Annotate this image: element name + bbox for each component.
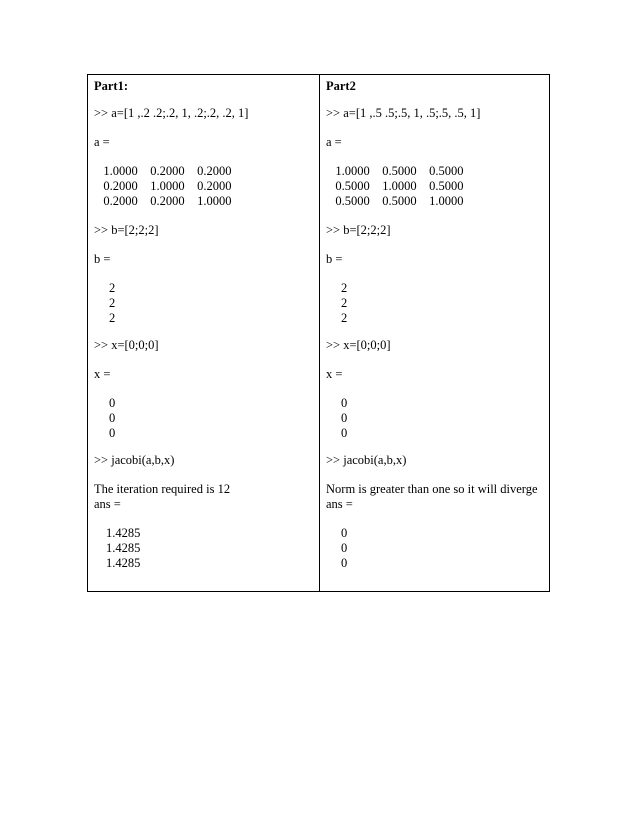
part1-result-message: The iteration required is 12 (94, 482, 231, 496)
part2-command-b: >> b=[2;2;2] (326, 223, 391, 237)
part1-heading: Part1: (94, 79, 129, 93)
part2-command-a: >> a=[1 ,.5 .5;.5, 1, .5;.5, .5, 1] (326, 106, 481, 120)
part2-vector-x-value: 0 (341, 396, 348, 410)
part2-matrix-a-row: 0.5000 0.5000 1.0000 (326, 194, 464, 208)
part1-vector-ans-value: 1.4285 (106, 541, 141, 555)
part2-heading: Part2 (326, 79, 356, 93)
part2-label-x: x = (326, 367, 343, 381)
part1-command-a: >> a=[1 ,.2 .2;.2, 1, .2;.2, .2, 1] (94, 106, 249, 120)
part1-vector-b-value: 2 (109, 296, 116, 310)
part2-vector-ans-value: 0 (341, 541, 348, 555)
part1-command-jacobi: >> jacobi(a,b,x) (94, 453, 175, 467)
part1-vector-x-value: 0 (109, 426, 116, 440)
part1-matrix-a-row: 1.0000 0.2000 0.2000 (94, 164, 232, 178)
part2-vector-b-value: 2 (341, 281, 348, 295)
part1-column (88, 75, 320, 591)
part2-vector-b-value: 2 (341, 296, 348, 310)
part1-vector-ans-value: 1.4285 (106, 526, 141, 540)
part2-label-ans: ans = (326, 497, 353, 511)
part1-vector-x-value: 0 (109, 411, 116, 425)
part2-command-jacobi: >> jacobi(a,b,x) (326, 453, 407, 467)
part1-label-a: a = (94, 135, 110, 149)
part2-vector-ans-value: 0 (341, 526, 348, 540)
part1-label-ans: ans = (94, 497, 121, 511)
part1-command-b: >> b=[2;2;2] (94, 223, 159, 237)
part2-vector-b-value: 2 (341, 311, 348, 325)
part1-vector-b-value: 2 (109, 281, 116, 295)
part1-vector-ans-value: 1.4285 (106, 556, 141, 570)
part1-label-x: x = (94, 367, 111, 381)
part2-label-b: b = (326, 252, 343, 266)
part2-label-a: a = (326, 135, 342, 149)
part1-vector-x-value: 0 (109, 396, 116, 410)
part1-command-x: >> x=[0;0;0] (94, 338, 159, 352)
part1-label-b: b = (94, 252, 111, 266)
output-table (87, 74, 550, 592)
part2-vector-ans-value: 0 (341, 556, 348, 570)
part1-matrix-a-row: 0.2000 0.2000 1.0000 (94, 194, 232, 208)
part2-vector-x-value: 0 (341, 426, 348, 440)
part2-vector-x-value: 0 (341, 411, 348, 425)
part2-matrix-a-row: 0.5000 1.0000 0.5000 (326, 179, 464, 193)
part1-vector-b-value: 2 (109, 311, 116, 325)
part2-command-x: >> x=[0;0;0] (326, 338, 391, 352)
part2-matrix-a-row: 1.0000 0.5000 0.5000 (326, 164, 464, 178)
part2-result-message: Norm is greater than one so it will diverge (326, 482, 538, 496)
part2-column (320, 75, 549, 591)
part1-matrix-a-row: 0.2000 1.0000 0.2000 (94, 179, 232, 193)
